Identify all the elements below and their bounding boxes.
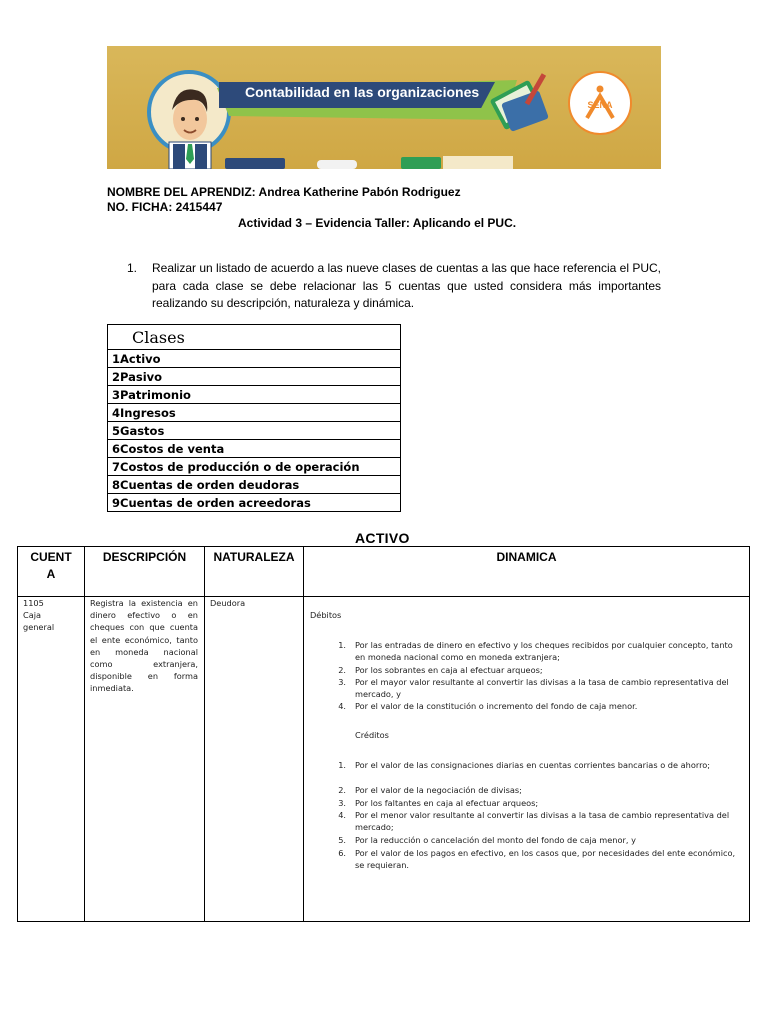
cuenta-name-line1: Caja (23, 610, 42, 621)
credito-number: 6. (338, 848, 346, 858)
creditos-label: Créditos (355, 730, 389, 740)
debito-number: 4. (338, 701, 346, 711)
header-descripcion: DESCRIPCIÓN (102, 550, 187, 564)
sena-logo (567, 70, 633, 136)
header-banner (107, 46, 661, 169)
credito-number: 1. (338, 760, 346, 770)
books-icon (487, 68, 557, 138)
clase-row: 3Patrimonio (108, 386, 401, 404)
clase-row: 6Costos de venta (108, 440, 401, 458)
credito-text: Por el valor de los pagos en efectivo, en los casos que, por necesidades del ente económico, se requieran. (355, 848, 736, 871)
activo-title: ACTIVO (355, 530, 410, 546)
credito-text: Por el menor valor resultante al convertir las divisas a la tasa de cambio representativa del mercado; (355, 810, 730, 833)
clases-table (107, 324, 401, 512)
student-name: NOMBRE DEL APRENDIZ: Andrea Katherine Pabón Rodriguez (107, 185, 461, 199)
activity-title: Actividad 3 – Evidencia Taller: Aplicando el PUC. (238, 216, 517, 230)
credito-text: Por los faltantes en caja al efectuar arqueos; (355, 798, 539, 808)
clase-row: 1Activo (108, 350, 401, 368)
clase-row: 8Cuentas de orden deudoras (108, 476, 401, 494)
credito-number: 5. (338, 835, 346, 845)
debito-text: Por los sobrantes en caja al efectuar arqueos; (355, 665, 543, 675)
instruction-number: 1. (127, 261, 138, 275)
sena-logo-text: SENA (587, 100, 613, 110)
banner-decoration (225, 154, 545, 169)
column-divider (84, 547, 85, 921)
debito-text: Por el mayor valor resultante al convertir las divisas a la tasa de cambio representativa del mercado, y (355, 677, 729, 700)
clase-row: 9Cuentas de orden acreedoras (108, 494, 401, 512)
debitos-label: Débitos (310, 610, 342, 620)
debito-text: Por el valor de la constitución o incremento del fondo de caja menor. (355, 701, 638, 711)
instruction-text: Realizar un listado de acuerdo a las nueve clases de cuentas a las que hace referencia el PUC, para cada clase se debe relacionar las 5 cuentas que usted considera más importantes realizando su descripción, naturaleza y dinámica. (152, 261, 661, 310)
debito-number: 3. (338, 677, 346, 687)
column-divider (204, 547, 205, 921)
cuenta-code: 1105 (23, 598, 44, 608)
banner-title: Contabilidad en las organizaciones (245, 84, 480, 100)
mascot-illustration (147, 64, 237, 169)
credito-text: Por el valor de las consignaciones diarias en cuentas corrientes bancarias o de ahorro; (355, 760, 711, 770)
header-naturaleza: NATURALEZA (213, 550, 295, 564)
ficha-number: NO. FICHA: 2415447 (107, 200, 223, 214)
header-cuenta (18, 549, 84, 583)
credito-text: Por el valor de la negociación de divisas; (355, 785, 522, 795)
clase-row: 5Gastos (108, 422, 401, 440)
header-cuenta-line1: CUENT (30, 550, 72, 564)
header-cuenta-line2: A (46, 567, 56, 581)
clase-row: 7Costos de producción o de operación (108, 458, 401, 476)
column-divider (303, 547, 304, 921)
debito-text: Por las entradas de dinero en efectivo y los cheques recibidos por cualquier concepto, tanto en moneda nacional como en moneda extranjera; (355, 640, 733, 663)
clase-row: 2Pasivo (108, 368, 401, 386)
descripcion-cell: Registra la existencia en dinero efectivo o en cheques con que cuenta el ente económico, tanto en moneda nacional como extranjera, disponible en forma inmediata. (90, 598, 198, 694)
clases-header: Clases (108, 325, 401, 350)
credito-number: 2. (338, 785, 346, 795)
clase-row: 4Ingresos (108, 404, 401, 422)
cuenta-cell (23, 597, 81, 634)
debito-number: 1. (338, 640, 346, 650)
credito-text: Por la reducción o cancelación del monto del fondo de caja menor, y (355, 835, 636, 845)
activo-table (17, 546, 750, 922)
cuenta-name-line2: general (23, 622, 55, 633)
credito-number: 4. (338, 810, 346, 820)
credito-number: 3. (338, 798, 346, 808)
debito-number: 2. (338, 665, 346, 675)
naturaleza-cell: Deudora (210, 598, 246, 608)
header-dinamica: DINAMICA (496, 550, 557, 564)
